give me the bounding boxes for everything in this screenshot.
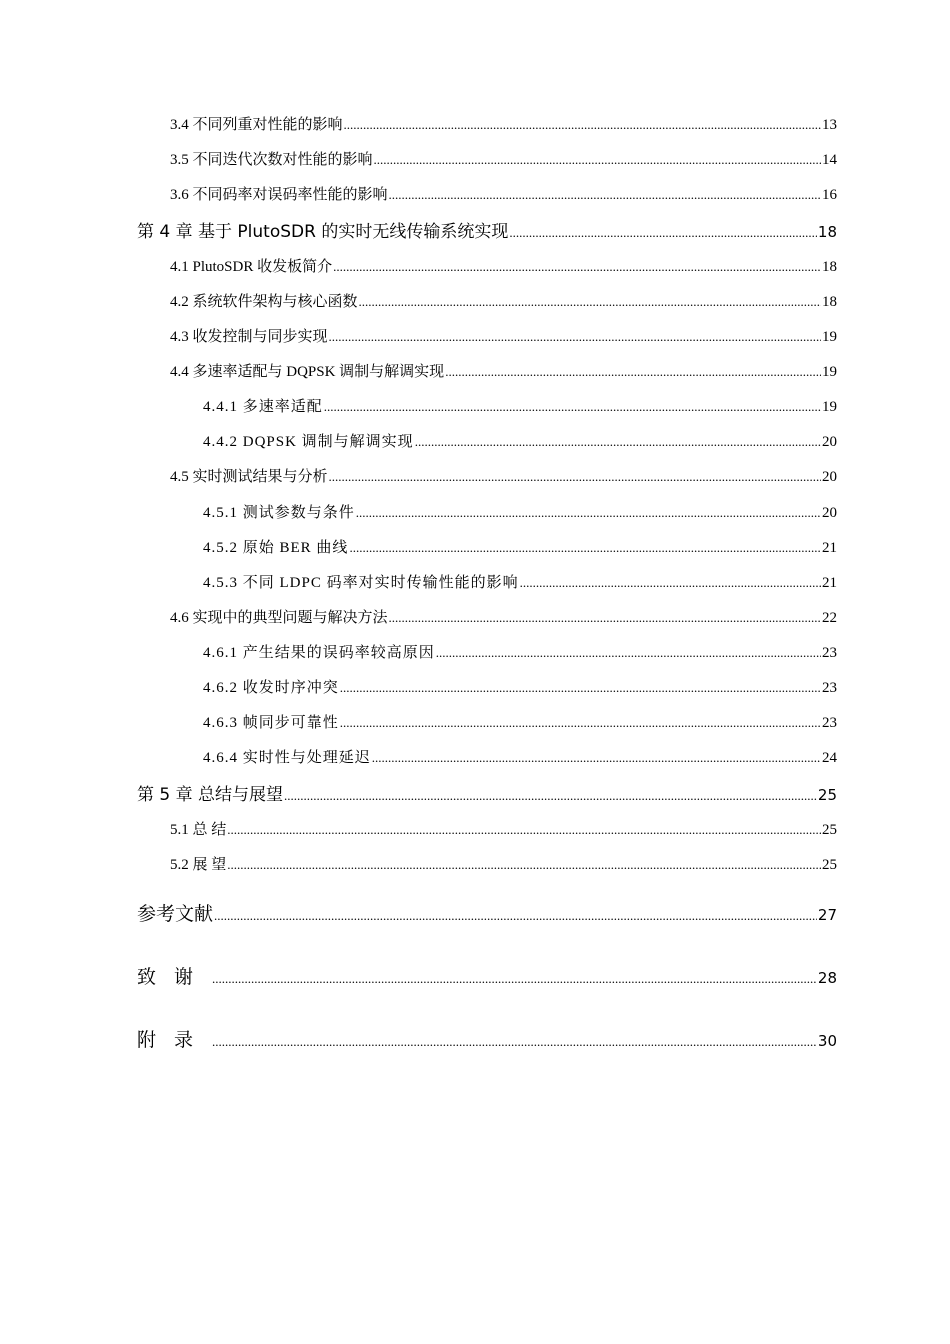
toc-entry-appendix[interactable] [137, 1031, 837, 1050]
toc-entry-3-6[interactable] [170, 188, 837, 203]
toc-entry-title: 4.5.1 测试参数与条件 [203, 505, 355, 521]
toc-leader-dots [214, 905, 817, 924]
toc-entry-title: 4.4.2 DQPSK 调制与解调实现 [203, 434, 414, 450]
toc-entry-4-4[interactable] [170, 365, 837, 380]
toc-leader-dots [445, 365, 821, 380]
toc-entry-title: 5.1 总 结 [170, 822, 227, 838]
toc-page-number: 18 [822, 259, 837, 275]
toc-page-number: 23 [822, 680, 837, 696]
toc-entry-4-6[interactable] [170, 611, 837, 626]
toc-leader-dots [356, 506, 821, 521]
toc-leader-dots [389, 188, 821, 203]
toc-leader-dots [284, 787, 817, 804]
toc-entry-4-1[interactable] [170, 260, 837, 275]
toc-page-number: 27 [817, 906, 837, 924]
toc-entry-4-2[interactable] [170, 295, 837, 310]
toc-page-number: 25 [817, 786, 837, 804]
toc-entry-title: 第 4 章 基于 PlutoSDR 的实时无线传输系统实现 [137, 222, 509, 242]
toc-page-number: 30 [817, 1032, 837, 1050]
toc-leader-dots [227, 858, 821, 873]
toc-page-number: 21 [822, 575, 837, 591]
toc-page-number: 13 [822, 117, 837, 133]
toc-page-number: 18 [822, 294, 837, 310]
toc-entry-4-5-3[interactable] [203, 576, 837, 591]
toc-page-number: 22 [822, 610, 837, 626]
toc-entry-3-5[interactable] [170, 153, 837, 168]
toc-entry-4-3[interactable] [170, 330, 837, 345]
toc-entry-title: 附录 [137, 1029, 212, 1051]
toc-page-number: 18 [817, 223, 837, 241]
toc-entry-title: 4.4 多速率适配与 DQPSK 调制与解调实现 [170, 364, 445, 380]
toc-leader-dots [344, 118, 821, 133]
toc-entry-4-6-1[interactable] [203, 646, 837, 661]
toc-entry-4-4-2[interactable] [203, 435, 837, 450]
toc-leader-dots [340, 681, 821, 696]
toc-entry-title: 4.5 实时测试结果与分析 [170, 469, 328, 485]
toc-leader-dots [436, 646, 821, 661]
toc-entry-4-6-4[interactable] [203, 751, 837, 766]
toc-leader-dots [324, 400, 821, 415]
toc-leader-dots [359, 295, 821, 310]
toc-leader-dots [212, 1031, 817, 1050]
toc-entry-4-5[interactable] [170, 470, 837, 485]
toc-page-number: 25 [822, 822, 837, 838]
toc-leader-dots [509, 224, 817, 241]
toc-entry-3-4[interactable] [170, 118, 837, 133]
toc-page-number: 19 [822, 399, 837, 415]
toc-entry-title: 4.6.2 收发时序冲突 [203, 680, 339, 696]
toc-entry-title: 3.5 不同迭代次数对性能的影响 [170, 152, 373, 168]
toc-entry-title: 4.5.3 不同 LDPC 码率对实时传输性能的影响 [203, 575, 519, 591]
toc-leader-dots [333, 260, 821, 275]
toc-page-number: 24 [822, 750, 837, 766]
toc-page-number: 16 [822, 187, 837, 203]
toc-entry-title: 3.4 不同列重对性能的影响 [170, 117, 343, 133]
toc-leader-dots [329, 470, 821, 485]
toc-page-number: 20 [822, 469, 837, 485]
toc-entry-title: 5.2 展 望 [170, 857, 227, 873]
toc-page-number: 14 [822, 152, 837, 168]
toc-entry-title: 4.4.1 多速率适配 [203, 399, 323, 415]
toc-entry-title: 第 5 章 总结与展望 [137, 785, 284, 805]
toc-page-number: 28 [817, 969, 837, 987]
toc-page-number: 20 [822, 505, 837, 521]
toc-entry-title: 4.1 PlutoSDR 收发板简介 [170, 259, 333, 275]
toc-leader-dots [415, 435, 821, 450]
toc-entry-5-1[interactable] [170, 823, 837, 838]
toc-entry-title: 4.6.1 产生结果的误码率较高原因 [203, 645, 435, 661]
toc-entry-acknowledgements[interactable] [137, 968, 837, 987]
toc-entry-chapter-4[interactable] [137, 224, 837, 241]
toc-leader-dots [227, 823, 821, 838]
toc-leader-dots [212, 968, 817, 987]
toc-entry-title: 4.5.2 原始 BER 曲线 [203, 540, 349, 556]
toc-entry-title: 参考文献 [137, 903, 214, 925]
toc-page-number: 21 [822, 540, 837, 556]
toc-page-number: 23 [822, 715, 837, 731]
toc-entry-title: 致谢 [137, 966, 212, 988]
toc-leader-dots [374, 153, 821, 168]
toc-leader-dots [329, 330, 821, 345]
toc-leader-dots [389, 611, 821, 626]
toc-entry-4-4-1[interactable] [203, 400, 837, 415]
toc-leader-dots [372, 751, 821, 766]
toc-entry-references[interactable] [137, 905, 837, 924]
toc-entry-4-6-2[interactable] [203, 681, 837, 696]
toc-entry-title: 4.3 收发控制与同步实现 [170, 329, 328, 345]
toc-page-number: 19 [822, 364, 837, 380]
toc-entry-title: 4.6.3 帧同步可靠性 [203, 715, 339, 731]
toc-entry-4-5-2[interactable] [203, 541, 837, 556]
toc-entry-4-5-1[interactable] [203, 506, 837, 521]
toc-page-number: 20 [822, 434, 837, 450]
toc-entry-title: 3.6 不同码率对误码率性能的影响 [170, 187, 388, 203]
toc-leader-dots [340, 716, 821, 731]
toc-entry-title: 4.6 实现中的典型问题与解决方法 [170, 610, 388, 626]
toc-page-number: 23 [822, 645, 837, 661]
toc-leader-dots [520, 576, 821, 591]
toc-entry-4-6-3[interactable] [203, 716, 837, 731]
toc-entry-title: 4.6.4 实时性与处理延迟 [203, 750, 371, 766]
toc-leader-dots [349, 541, 821, 556]
toc-entry-5-2[interactable] [170, 858, 837, 873]
toc-page-number: 19 [822, 329, 837, 345]
toc-entry-chapter-5[interactable] [137, 787, 837, 804]
toc-page-number: 25 [822, 857, 837, 873]
toc-entry-title: 4.2 系统软件架构与核心函数 [170, 294, 358, 310]
